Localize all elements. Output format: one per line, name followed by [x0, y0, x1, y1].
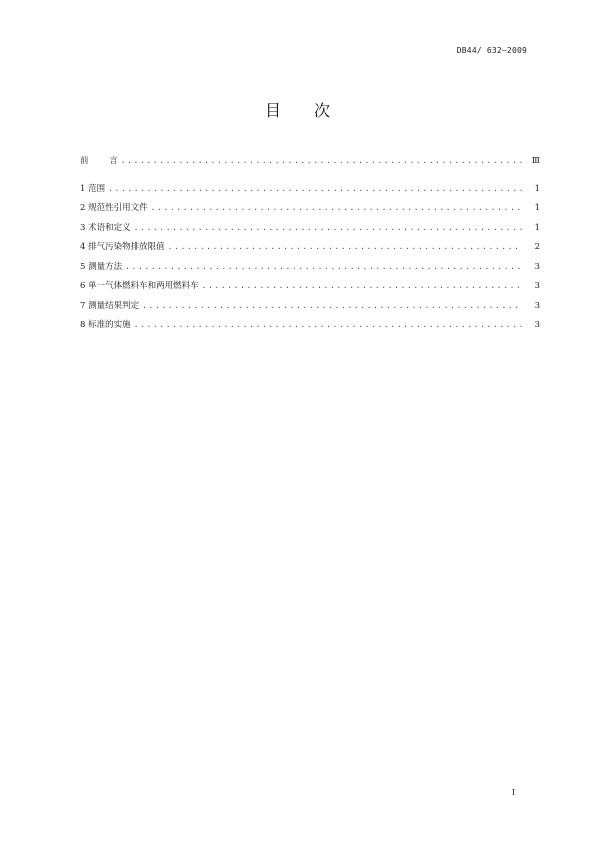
toc-dot-leader	[142, 301, 522, 310]
toc-entry-label: 5 测量方法	[80, 261, 123, 272]
toc-entry-terms-definitions[interactable]	[80, 221, 540, 241]
toc-dot-leader	[202, 281, 522, 290]
toc-entry-foreword[interactable]	[80, 154, 540, 174]
toc-entry-label: 8 标准的实施	[80, 320, 131, 330]
toc-entry-measurement-method[interactable]	[80, 260, 540, 280]
toc-entry-page: 3	[534, 281, 540, 291]
toc-entry-page: 3	[534, 300, 540, 311]
toc-entry-scope[interactable]	[80, 182, 540, 202]
toc-dot-leader	[108, 184, 522, 193]
toc-entry-page: 1	[534, 203, 540, 213]
toc-dot-leader	[168, 242, 522, 251]
toc-entry-page: 3	[534, 261, 540, 272]
toc-entry-implementation[interactable]	[80, 318, 540, 338]
toc-entry-page: Ⅲ	[531, 156, 540, 166]
toc-entry-label: 2 规范性引用文件	[80, 203, 148, 213]
toc-entry-label: 前 言	[80, 156, 118, 166]
toc-entry-emission-limits[interactable]	[80, 240, 540, 260]
toc-entry-page: 2	[534, 242, 540, 252]
toc-dot-leader	[134, 223, 522, 232]
toc-dot-leader	[125, 262, 522, 271]
toc-entry-label: 7 测量结果判定	[80, 300, 140, 311]
toc-entry-page: 1	[534, 183, 540, 194]
document-code: DB44/ 632—2009	[456, 46, 527, 55]
toc-entry-label: 1 范围	[80, 183, 106, 194]
toc-entry-result-judgement[interactable]	[80, 299, 540, 319]
toc-entry-page: 3	[534, 320, 540, 330]
page-number: I	[511, 788, 515, 797]
toc-entry-label: 6 单一气体燃料车和两用燃料车	[80, 281, 199, 291]
toc-entry-page: 1	[534, 222, 540, 233]
toc-title: 目 次	[264, 101, 331, 120]
toc-dot-leader	[121, 156, 522, 165]
toc-list	[80, 154, 540, 338]
toc-entry-label: 3 术语和定义	[80, 222, 131, 233]
toc-entry-normative-references[interactable]	[80, 201, 540, 221]
toc-dot-leader	[134, 320, 522, 329]
toc-entry-gas-bifuel-vehicles[interactable]	[80, 279, 540, 299]
toc-dot-leader	[151, 203, 522, 212]
toc-entry-label: 4 排气污染物排放限值	[80, 242, 165, 252]
